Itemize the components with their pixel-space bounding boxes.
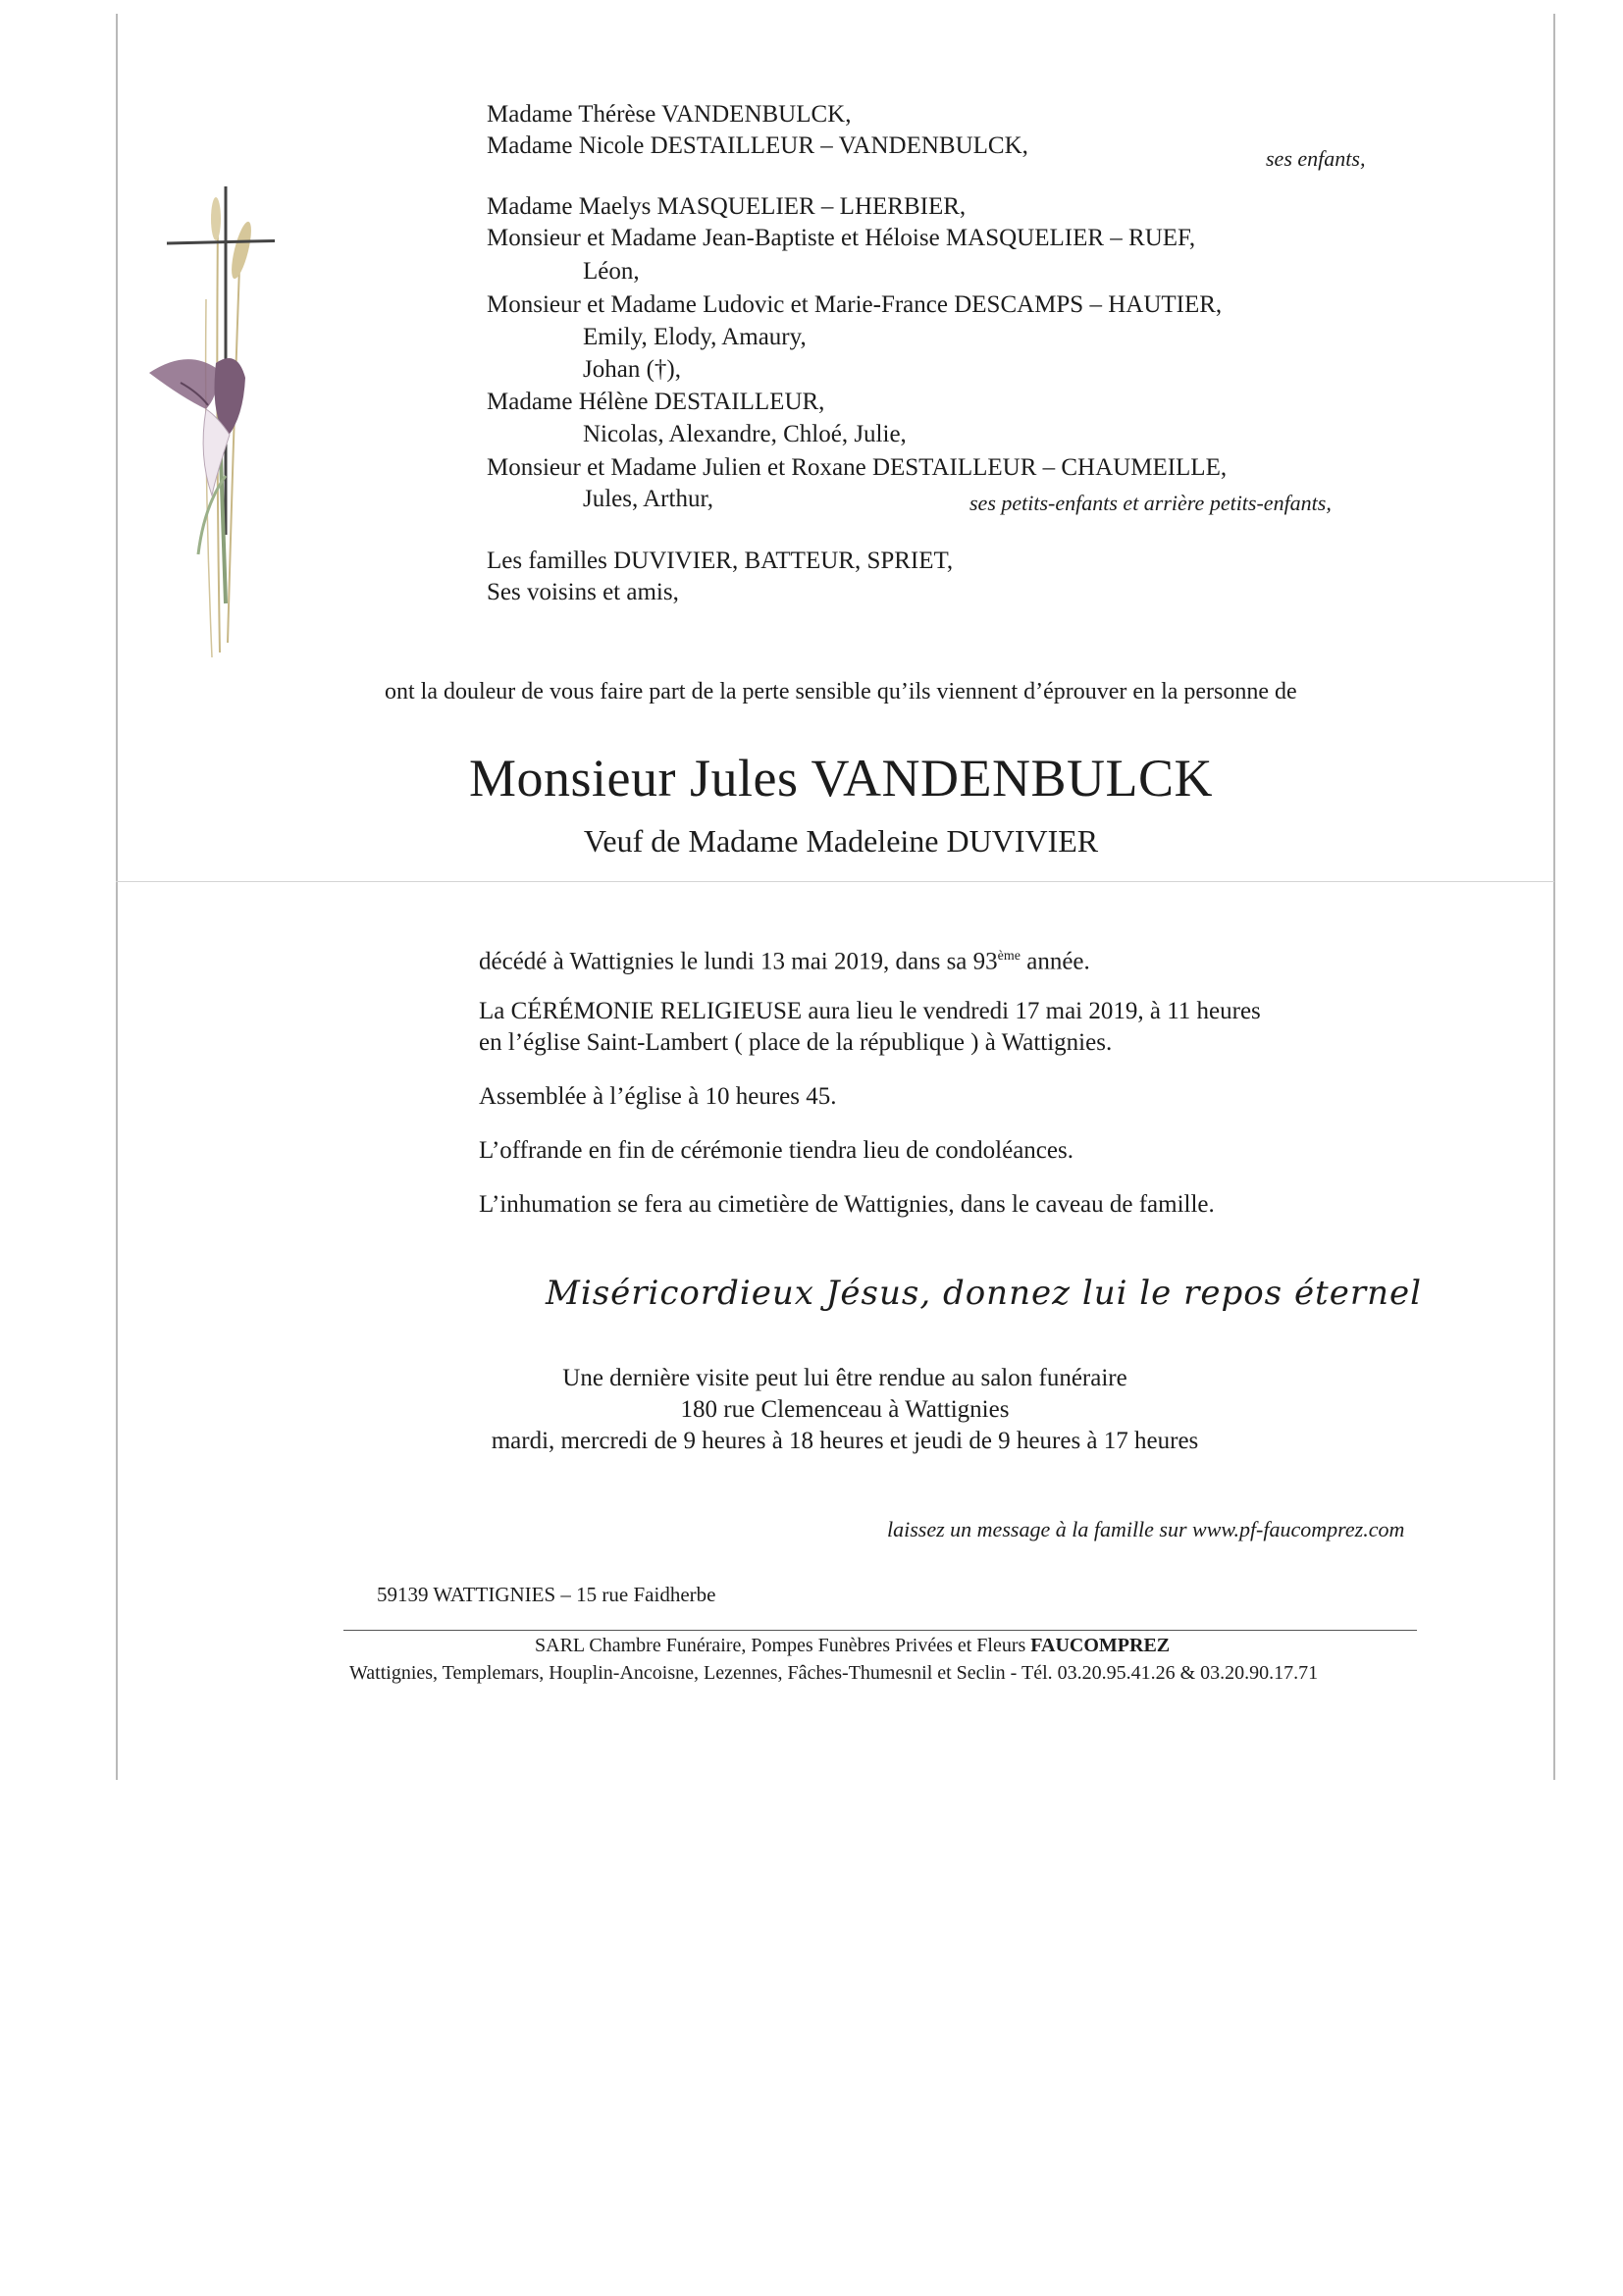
grandchild-line: Johan (†), (583, 356, 681, 383)
friends-line: Ses voisins et amis, (487, 579, 679, 605)
grandchild-line: Nicolas, Alexandre, Chloé, Julie, (583, 421, 907, 447)
grandchild-line: Monsieur et Madame Ludovic et Marie-France DESCAMPS – HAUTIER, (487, 291, 1223, 318)
right-page-edge (1553, 14, 1555, 1780)
prayer-line: Miséricordieux Jésus, donnez lui le repos éternel (546, 1274, 1422, 1313)
grandchild-line: Emily, Elody, Amaury, (583, 324, 807, 350)
deceased-name: Monsieur Jules VANDENBULCK (468, 749, 1214, 808)
grandchild-line: Madame Hélène DESTAILLEUR, (487, 389, 825, 415)
death-text: décédé à Wattignies le lundi 13 mai 2019, dans sa 93 (479, 948, 998, 975)
announcement-text: ont la douleur de vous faire part de la perte sensible qu’ils viennent d’éprouver en la personne de (385, 679, 1297, 704)
company-name: FAUCOMPREZ (1030, 1635, 1171, 1656)
families-line: Les familles DUVIVIER, BATTEUR, SPRIET, (487, 548, 954, 574)
company-text: SARL Chambre Funéraire, Pompes Funèbres Privées et Fleurs (535, 1635, 1031, 1656)
company-line (535, 1633, 1170, 1658)
left-page-edge (116, 14, 118, 1780)
death-line (479, 942, 1090, 976)
address-line: 59139 WATTIGNIES – 15 rue Faidherbe (377, 1583, 716, 1606)
grandchild-line: Jules, Arthur, (583, 486, 714, 512)
death-text-end: année. (1020, 948, 1090, 975)
ceremony-line-1: La CÉRÉMONIE RELIGIEUSE aura lieu le vendredi 17 mai 2019, à 11 heures (479, 998, 1261, 1024)
child-2: Madame Nicole DESTAILLEUR – VANDENBULCK, (487, 132, 1028, 159)
ceremony-line-2: en l’église Saint-Lambert ( place de la république ) à Wattignies. (479, 1029, 1113, 1056)
grandchild-line: Monsieur et Madame Julien et Roxane DESTAILLEUR – CHAUMEILLE, (487, 454, 1228, 481)
child-1: Madame Thérèse VANDENBULCK, (487, 101, 852, 128)
website-note: laissez un message à la famille sur www.pf-faucomprez.com (887, 1517, 1405, 1541)
burial-line: L’inhumation se fera au cimetière de Wattignies, dans le caveau de famille. (479, 1191, 1215, 1218)
footer-rule (343, 1630, 1417, 1631)
death-ordinal: ème (997, 949, 1021, 964)
assembly-line: Assemblée à l’église à 10 heures 45. (479, 1083, 837, 1110)
offering-line: L’offrande en fin de cérémonie tiendra lieu de condoléances. (479, 1137, 1073, 1164)
visit-line-3: mardi, mercredi de 9 heures à 18 heures et jeudi de 9 heures à 17 heures (491, 1428, 1199, 1454)
children-label: ses enfants, (1266, 146, 1366, 171)
deceased-subtitle: Veuf de Madame Madeleine DUVIVIER (583, 823, 1099, 859)
grandchild-line: Madame Maelys MASQUELIER – LHERBIER, (487, 193, 967, 220)
visit-line-2: 180 rue Clemenceau à Wattignies (680, 1396, 1010, 1423)
grandchild-line: Léon, (583, 258, 640, 285)
visit-line-1: Une dernière visite peut lui être rendue au salon funéraire (562, 1365, 1127, 1391)
grandchild-line: Monsieur et Madame Jean-Baptiste et Héloise MASQUELIER – RUEF, (487, 225, 1196, 251)
cross-lily-illustration (147, 182, 275, 672)
locations-line: Wattignies, Templemars, Houplin-Ancoisne, Lezennes, Fâches-Thumesnil et Seclin - Tél. 03.20.95.41.26 & 03.20.90.17.71 (349, 1662, 1319, 1684)
fold-line (116, 881, 1554, 882)
grandchildren-label: ses petits-enfants et arrière petits-enfants, (969, 491, 1332, 515)
